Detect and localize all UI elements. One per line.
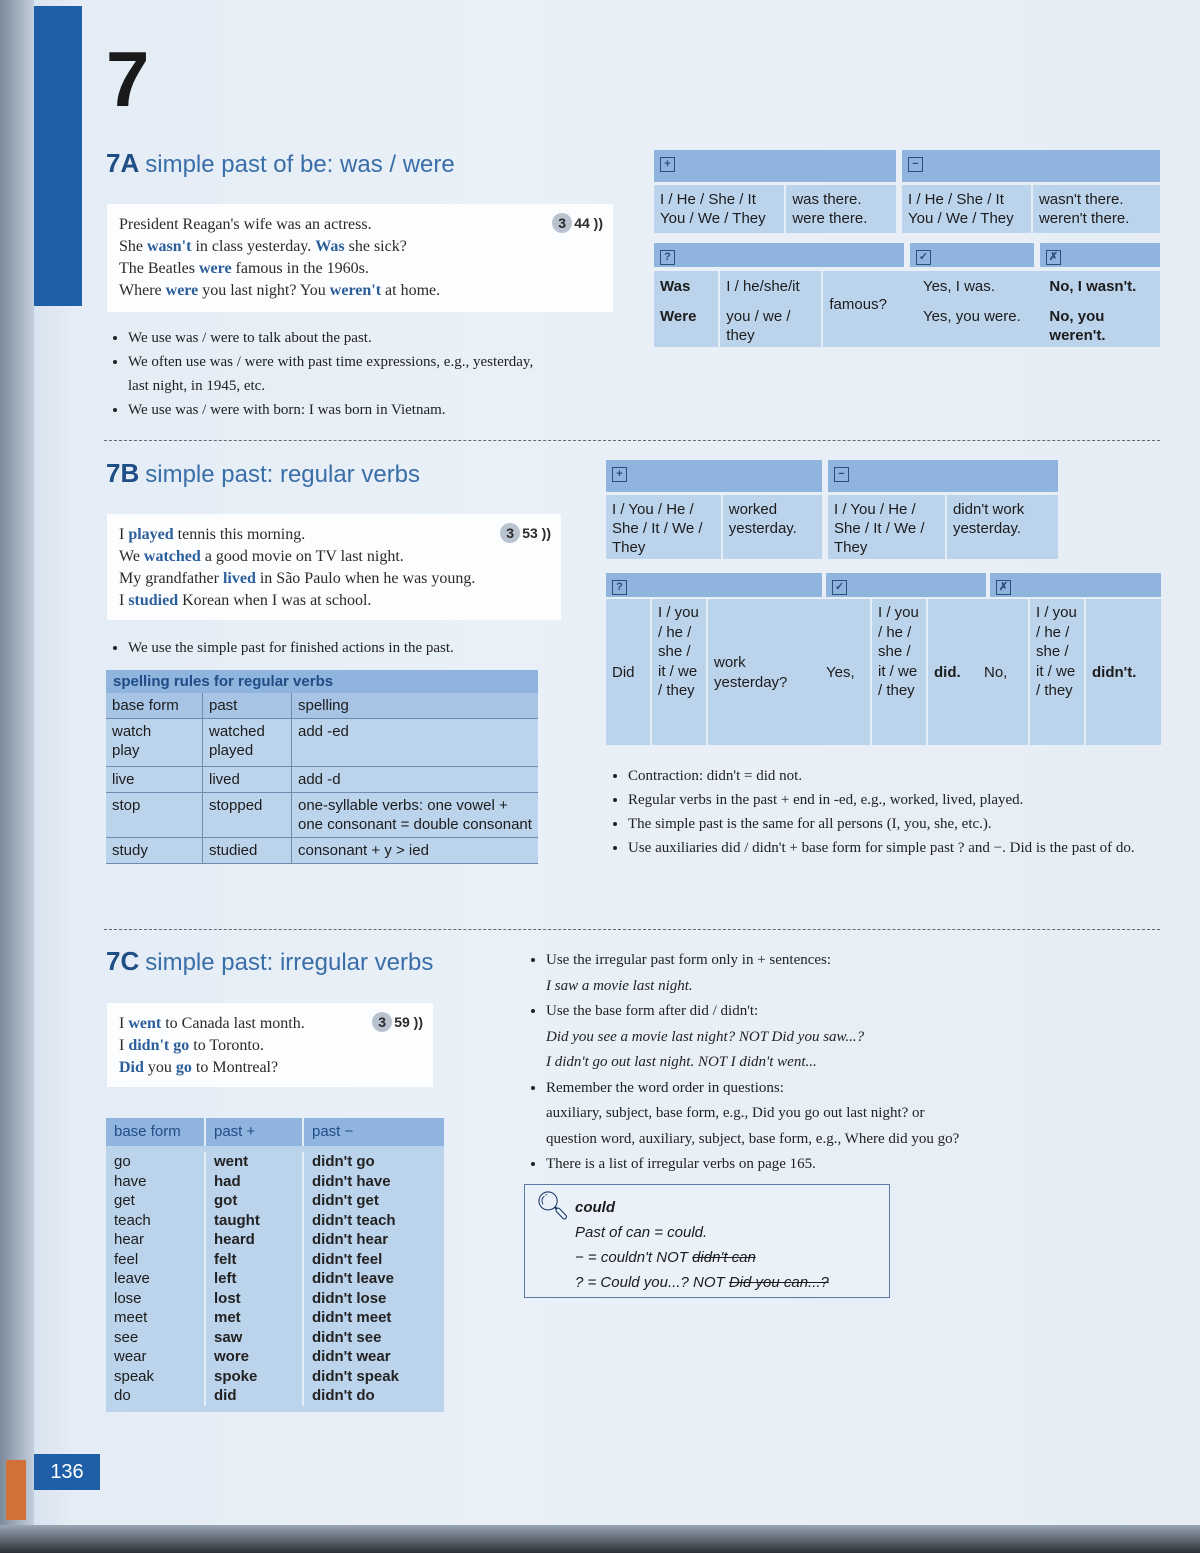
table-cell: live (106, 767, 203, 793)
note-item (546, 948, 1146, 999)
table-row (106, 719, 538, 767)
check-icon: ✓ (916, 250, 931, 265)
column-header: past − (312, 1123, 354, 1140)
audio-disc: 3 (500, 523, 520, 543)
verb-cell: was there. were there. (784, 185, 896, 233)
table-cell: study (106, 838, 203, 864)
spelling-rules-table (106, 670, 538, 864)
page-bottom-edge (0, 1525, 1200, 1553)
table-row (106, 793, 538, 838)
example-text: I (119, 1037, 129, 1054)
note-item: • There is a list of irregular verbs on page 165. (546, 1152, 1146, 1178)
base-verb-3: teach (114, 1211, 151, 1229)
audio-reference[interactable] (552, 212, 603, 234)
note-text: question word, auxiliary, subject, base form, e.g., Where did you go? (546, 1130, 960, 1147)
note-strike: didn't can (692, 1249, 756, 1266)
section-7a-title (106, 148, 455, 179)
short-answer: No, I wasn't. (1049, 278, 1137, 295)
notes-list-7b (608, 764, 1168, 860)
past-verb-5: felt (214, 1250, 237, 1268)
short-answer: Yes, I was. (922, 278, 995, 295)
example-text: My grandfather (119, 570, 223, 587)
verb-cell: didn't work yesterday. (945, 495, 1058, 559)
cross-icon: ✗ (1046, 250, 1061, 265)
table-cell: consonant + y > ied (292, 838, 539, 864)
yes-header (910, 243, 1034, 267)
table-cell: stop (106, 793, 203, 838)
subject-cell: I / you / he / she / it / we / they (872, 599, 928, 745)
note-text: Use the base form after did / didn't: (546, 1003, 759, 1019)
question-icon: ? (660, 250, 675, 265)
past-verb-10: wore (214, 1348, 250, 1365)
note-line (575, 1270, 875, 1295)
past-verb-9: saw (214, 1328, 243, 1346)
note-item (546, 999, 1146, 1076)
base-verb-12: do (114, 1387, 131, 1404)
subject-cell: I / you / he / she / it / we / they (652, 599, 708, 745)
example-line (119, 524, 549, 546)
section-code: 7B (106, 458, 140, 488)
cross-icon: ✗ (996, 580, 1011, 595)
note-example: I didn't go out last night. NOT I didn't went... (546, 1054, 817, 1070)
past-verb-6: left (214, 1270, 237, 1287)
speaker-icon: )) (413, 1014, 423, 1030)
example-text: I (119, 592, 129, 609)
table-cell: watched played (203, 719, 292, 767)
grammar-table-7b-statements (606, 460, 1058, 559)
audio-disc: 3 (372, 1012, 392, 1032)
past-positive-column (206, 1152, 304, 1406)
example-text: We (119, 548, 144, 565)
example-highlight: wasn't (147, 238, 192, 255)
note-text: ? = Could you...? NOT (575, 1274, 729, 1291)
subject-cell: I / He / She / It You / We / They (660, 191, 766, 227)
no-header (1040, 243, 1160, 267)
note-line (575, 1245, 875, 1270)
edge-marker (6, 1460, 26, 1520)
note-item: • Regular verbs in the past + end in -ed, e.g., worked, lived, played. (628, 788, 1168, 812)
note-item: • Use auxiliaries did / didn't + base form for simple past ? and −. Did is the past of do. (628, 836, 1168, 860)
short-answer: Yes, you were. (922, 308, 1021, 325)
book-spine (0, 0, 34, 1553)
example-highlight: lived (222, 570, 256, 587)
minus-icon: − (834, 467, 849, 482)
example-text: to Canada last month. (161, 1015, 305, 1032)
positive-header (654, 150, 896, 182)
table-cell: studied (203, 838, 292, 864)
subject-cell: I / you / he / she / it / we / they (1030, 599, 1086, 745)
example-highlight: Did (119, 1059, 144, 1076)
subject-cell: you / we / they (726, 308, 791, 344)
section-heading: simple past: regular verbs (145, 461, 421, 488)
note-item (546, 1076, 1146, 1153)
subject-cell: I / You / He / She / It / We / They (612, 501, 703, 556)
base-verb-11: speak (114, 1367, 155, 1385)
plus-icon: + (612, 467, 627, 482)
note-text: Use the irregular past form only in + sentences: (546, 952, 832, 968)
verb-cell: wasn't there. weren't there. (1031, 185, 1160, 233)
base-verb-5: feel (114, 1250, 139, 1268)
aux-cell: did. (934, 664, 961, 681)
column-header: past (203, 693, 292, 719)
magnifier-icon: 🔍︎ (535, 1190, 571, 1221)
column-header: past + (206, 1118, 304, 1146)
example-text: I (119, 1015, 129, 1032)
past-verb-1: had (214, 1172, 241, 1190)
table-cell: add -d (292, 767, 539, 793)
base-verb-0: go (114, 1153, 131, 1170)
example-text: Korean when I was at school. (178, 592, 372, 609)
note-example: Did you see a movie last night? NOT Did you saw...? (546, 1028, 865, 1045)
example-text: She (119, 238, 147, 255)
column-header: base form (106, 1118, 206, 1146)
subject-cell: I / he/she/it (726, 278, 800, 295)
question-icon: ? (612, 580, 627, 595)
base-form-column (106, 1152, 206, 1406)
note-strike: Did you can...? (728, 1274, 829, 1291)
base-verb-7: lose (114, 1289, 142, 1307)
neg-verb-9: didn't see (312, 1328, 382, 1346)
negative-header (902, 150, 1160, 182)
chapter-tab (34, 6, 82, 306)
table-cell: stopped (203, 793, 292, 838)
aux-cell: didn't. (1092, 664, 1137, 681)
example-highlight: went (128, 1015, 162, 1032)
section-divider (104, 440, 1160, 441)
example-highlight: didn't go (128, 1037, 190, 1054)
check-icon: ✓ (832, 580, 847, 595)
rule-item: • We use was / were with born: I was born in Vietnam. (128, 398, 548, 422)
speaker-icon: )) (541, 525, 551, 541)
example-text: she sick? (344, 238, 407, 255)
table-cell: one-syllable verbs: one vowel + one consonant = double consonant (292, 793, 539, 838)
example-text: to Montreal? (191, 1059, 279, 1076)
example-highlight: watched (143, 548, 201, 565)
base-verb-6: leave (114, 1270, 150, 1287)
example-text: in class yesterday. (191, 238, 316, 255)
neg-verb-0: didn't go (312, 1153, 375, 1170)
example-text: you last night? You (198, 282, 330, 299)
note-text: auxiliary, subject, base form, e.g., Did you go out last night? or (546, 1105, 925, 1121)
note-item: • The simple past is the same for all persons (I, you, she, etc.). (628, 812, 1168, 836)
base-verb-2: get (114, 1192, 135, 1209)
question-header (654, 243, 904, 267)
past-verb-4: heard (214, 1231, 255, 1248)
example-highlight: go (175, 1059, 192, 1076)
speaker-icon: )) (593, 215, 603, 231)
example-box-7c (107, 1003, 433, 1087)
past-negative-column (304, 1152, 399, 1406)
section-divider (104, 929, 1160, 930)
were-cell: Were (660, 308, 697, 325)
example-line (119, 1035, 421, 1057)
section-code: 7C (106, 946, 140, 976)
audio-reference[interactable] (500, 522, 551, 544)
past-verb-3: taught (214, 1211, 260, 1229)
example-highlight: studied (128, 592, 179, 609)
example-line (119, 214, 601, 236)
could-note-box (524, 1184, 890, 1298)
example-text: you (143, 1059, 176, 1076)
audio-track: 59 (394, 1014, 410, 1030)
rule-item: • We use was / were to talk about the past. (128, 326, 548, 350)
short-answer: No, you weren't. (1049, 308, 1106, 344)
example-line (119, 280, 601, 302)
audio-track: 44 (574, 215, 590, 231)
neg-verb-11: didn't speak (312, 1367, 399, 1385)
audio-disc: 3 (552, 213, 572, 233)
verb-cell: worked yesterday. (721, 495, 822, 559)
base-verb-8: meet (114, 1309, 148, 1326)
example-highlight: were (165, 282, 199, 299)
rule-item: • We use the simple past for finished actions in the past. (128, 636, 588, 660)
past-verb-8: met (214, 1309, 241, 1326)
did-cell: Did (606, 599, 652, 745)
section-heading: simple past: irregular verbs (145, 949, 434, 976)
example-line (119, 546, 549, 568)
base-verb-9: see (114, 1328, 139, 1346)
neg-verb-5: didn't feel (312, 1250, 383, 1268)
yes-cell: Yes, (820, 599, 872, 745)
audio-track: 53 (522, 525, 538, 541)
neg-verb-8: didn't meet (312, 1309, 392, 1326)
example-text: famous in the 1960s. (231, 260, 369, 277)
rules-list-7b (108, 636, 588, 660)
example-text: tennis this morning. (173, 526, 306, 543)
chapter-number: 7 (106, 35, 150, 123)
past-verb-11: spoke (214, 1367, 258, 1385)
plus-icon: + (660, 157, 675, 172)
grammar-table-7a-statements (654, 150, 1160, 233)
note-text: − = couldn't NOT (575, 1249, 693, 1266)
neg-verb-12: didn't do (312, 1387, 375, 1404)
example-highlight: weren't (329, 282, 382, 299)
example-text: Where (119, 282, 166, 299)
no-header (990, 573, 1161, 597)
column-header: base form (106, 693, 203, 719)
page-number: 136 (34, 1454, 100, 1490)
table-row (106, 838, 538, 864)
section-heading: simple past of be: was / were (145, 151, 455, 178)
past-verb-12: did (214, 1387, 237, 1404)
notes-list-7c (526, 948, 1146, 1178)
table-cell: watch play (106, 719, 203, 767)
note-title: could (575, 1199, 615, 1216)
note-example: I saw a movie last night. (546, 977, 693, 994)
example-text: in São Paulo when he was young. (255, 570, 476, 587)
audio-reference[interactable] (372, 1011, 423, 1033)
example-text: to Toronto. (189, 1037, 264, 1054)
example-highlight: played (128, 526, 174, 543)
column-header: spelling (292, 693, 539, 719)
note-text: Remember the word order in questions: (546, 1079, 784, 1096)
question-header (606, 573, 822, 597)
neg-verb-3: didn't teach (312, 1211, 396, 1229)
example-line (119, 568, 549, 590)
example-text: at home. (381, 282, 441, 299)
no-cell: No, (978, 599, 1030, 745)
example-box-7a (107, 204, 613, 312)
table-cell: add -ed (292, 719, 539, 767)
verb-cell: work yesterday? (714, 654, 788, 691)
irregular-verbs-table (106, 1118, 444, 1412)
subject-cell: I / He / She / It You / We / They (908, 191, 1014, 227)
neg-verb-1: didn't have (312, 1172, 391, 1190)
example-text: President Reagan's wife was an actress. (119, 216, 372, 233)
note-line: Past of can = could. (575, 1224, 708, 1241)
rule-item: • We often use was / were with past time expressions, e.g., yesterday, last night, in 1945, etc. (128, 350, 548, 398)
neg-verb-7: didn't lose (312, 1289, 387, 1307)
base-verb-10: wear (114, 1348, 147, 1365)
neg-verb-6: didn't leave (312, 1270, 394, 1287)
example-line (119, 258, 601, 280)
past-verb-7: lost (214, 1289, 241, 1307)
base-verb-1: have (114, 1172, 147, 1190)
grammar-table-7b-questions (606, 573, 1161, 745)
minus-icon: − (908, 157, 923, 172)
negative-header (828, 460, 1058, 492)
table-row (106, 767, 538, 793)
neg-verb-4: didn't hear (312, 1231, 389, 1248)
example-text: I (119, 526, 129, 543)
example-box-7b (107, 514, 561, 620)
table-caption: spelling rules for regular verbs (106, 670, 538, 693)
example-line (119, 236, 601, 258)
note-item: • Contraction: didn't = did not. (628, 764, 1168, 788)
rules-list-7a (108, 326, 548, 422)
example-highlight: Was (315, 238, 345, 255)
example-text: The Beatles (119, 260, 199, 277)
neg-verb-2: didn't get (312, 1192, 379, 1209)
adjective-cell: famous? (829, 296, 887, 313)
section-7c-title (106, 946, 433, 977)
example-highlight: were (198, 260, 232, 277)
grammar-table-7a-questions (654, 243, 1160, 347)
yes-header (826, 573, 986, 597)
example-line (119, 1057, 421, 1079)
example-line (119, 590, 549, 612)
neg-verb-10: didn't wear (312, 1348, 391, 1365)
past-verb-2: got (214, 1192, 238, 1209)
example-text: a good movie on TV last night. (200, 548, 404, 565)
subject-cell: I / You / He / She / It / We / They (834, 501, 925, 556)
section-code: 7A (106, 148, 140, 178)
positive-header (606, 460, 822, 492)
past-verb-0: went (214, 1153, 249, 1170)
was-cell: Was (660, 278, 691, 295)
base-verb-4: hear (114, 1231, 145, 1248)
table-cell: lived (203, 767, 292, 793)
section-7b-title (106, 458, 420, 489)
